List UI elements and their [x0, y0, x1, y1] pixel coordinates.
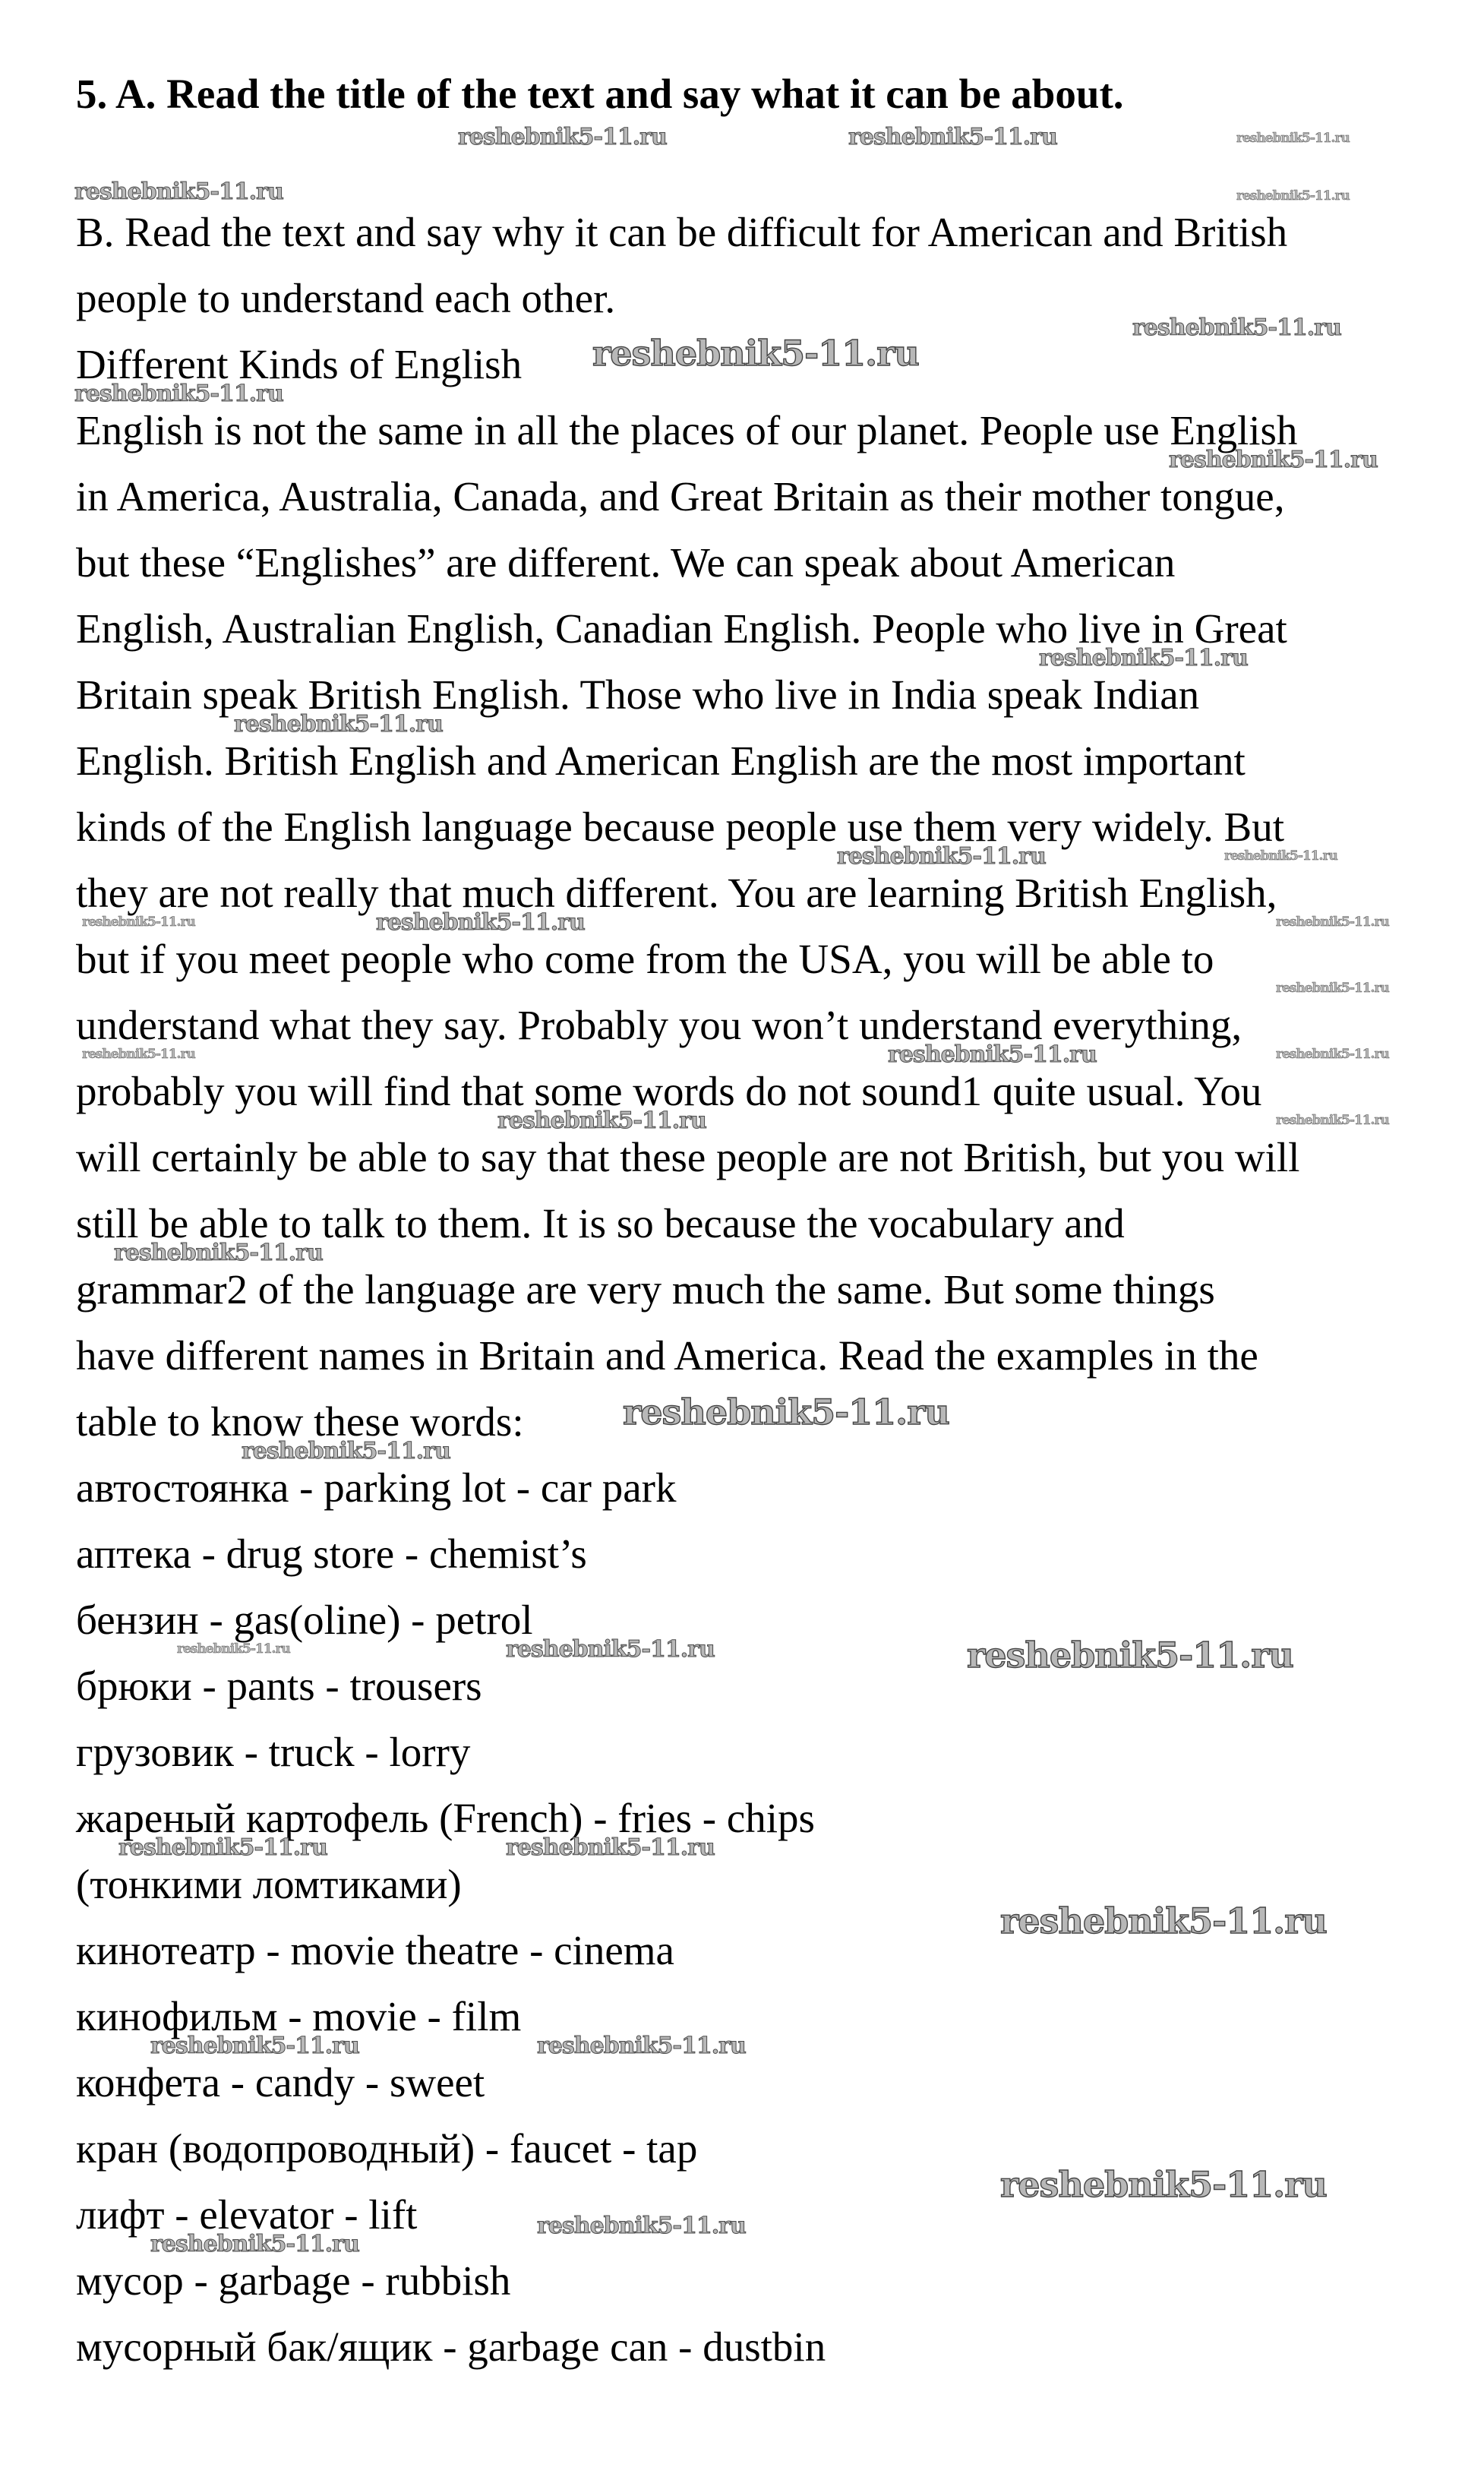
text-line: кинотеатр - movie theatre - cinema: [76, 1927, 674, 1973]
watermark: reshebnik5-11.ru: [506, 1834, 715, 1861]
watermark: reshebnik5-11.ru: [74, 381, 283, 407]
watermark: reshebnik5-11.ru: [234, 711, 443, 738]
watermark: reshebnik5-11.ru: [1224, 848, 1337, 864]
text-line-row: [76, 196, 1299, 262]
text-line-row: [76, 526, 1299, 592]
watermark: reshebnik5-11.ru: [592, 333, 919, 374]
text-line: kinds of the English language because people use them very widely. But: [76, 804, 1285, 850]
watermark: reshebnik5-11.ru: [82, 1047, 195, 1062]
watermark: reshebnik5-11.ru: [82, 915, 195, 930]
watermark: reshebnik5-11.ru: [1000, 1900, 1327, 1941]
watermark: reshebnik5-11.ru: [1236, 188, 1350, 204]
text-line-row: [76, 923, 1299, 989]
text-line-row: [76, 1716, 1299, 1782]
text-line: автостоянка - parking lot - car park: [76, 1464, 677, 1511]
text-line: have different names in Britain and America. Read the examples in the: [76, 1332, 1258, 1379]
watermark: reshebnik5-11.ru: [888, 1041, 1097, 1068]
text-line: аптека - drug store - chemist’s: [76, 1531, 587, 1577]
text-line: they are not really that much different. You are learning British English,: [76, 870, 1277, 916]
watermark: reshebnik5-11.ru: [497, 1107, 706, 1134]
watermark: reshebnik5-11.ru: [967, 1635, 1293, 1676]
watermark: reshebnik5-11.ru: [1276, 981, 1389, 996]
text-line: жареный картофель (French) - fries - chips: [76, 1795, 815, 1841]
watermark: reshebnik5-11.ru: [506, 1636, 715, 1663]
watermark: reshebnik5-11.ru: [114, 1240, 323, 1266]
text-line: кран (водопроводный) - faucet - tap: [76, 2125, 698, 2172]
text-line: but if you meet people who come from the USA, you will be able to: [76, 936, 1214, 982]
text-line: English is not the same in all the places of our planet. People use English: [76, 407, 1298, 453]
text-line: English. British English and American English are the most important: [76, 738, 1246, 784]
text-line: will certainly be able to say that these people are not British, but you will: [76, 1134, 1300, 1180]
watermark: reshebnik5-11.ru: [242, 1438, 450, 1464]
text-line: table to know these words:: [76, 1398, 524, 1445]
text-line: кинофильм - movie - film: [76, 1993, 522, 2039]
watermark: reshebnik5-11.ru: [537, 2213, 746, 2239]
watermark: reshebnik5-11.ru: [177, 1641, 290, 1657]
exercise-title: 5. A. Read the title of the text and say what it can be about.: [76, 71, 1124, 117]
text-line: мусор - garbage - rubbish: [76, 2257, 511, 2304]
text-line-row: [76, 857, 1299, 923]
text-line-row: [76, 2311, 1299, 2377]
text-line: брюки - pants - trousers: [76, 1663, 482, 1709]
text-line: Britain speak British English. Those who live in India speak Indian: [76, 671, 1200, 718]
text-line: (тонкими ломтиками): [76, 1861, 462, 1907]
watermark: reshebnik5-11.ru: [1236, 131, 1350, 146]
text-line: конфета - candy - sweet: [76, 2059, 485, 2105]
text-line: лифт - elevator - lift: [76, 2191, 418, 2238]
text-line: B. Read the text and say why it can be difficult for American and British: [76, 209, 1288, 255]
watermark: reshebnik5-11.ru: [458, 124, 667, 150]
watermark: reshebnik5-11.ru: [150, 2033, 359, 2059]
text-line-row: [76, 1319, 1299, 1385]
text-line-row: [76, 262, 1299, 328]
text-line: understand what they say. Probably you won’t understand everything,: [76, 1002, 1242, 1048]
watermark: reshebnik5-11.ru: [118, 1834, 327, 1861]
text-line-row: [76, 460, 1299, 526]
watermark: reshebnik5-11.ru: [1276, 1047, 1389, 1062]
watermark: reshebnik5-11.ru: [1276, 915, 1389, 930]
text-line-row: [76, 1518, 1299, 1584]
watermark: reshebnik5-11.ru: [848, 124, 1057, 150]
watermark: reshebnik5-11.ru: [837, 843, 1046, 870]
text-line-row: [76, 989, 1299, 1055]
text-line: still be able to talk to them. It is so because the vocabulary and: [76, 1200, 1125, 1246]
text-line: probably you will find that some words do not sound1 quite usual. You: [76, 1068, 1262, 1114]
watermark: reshebnik5-11.ru: [1039, 645, 1248, 671]
watermark: reshebnik5-11.ru: [74, 178, 283, 205]
text-line: Different Kinds of English: [76, 341, 523, 387]
watermark: reshebnik5-11.ru: [537, 2033, 746, 2059]
watermark: reshebnik5-11.ru: [623, 1392, 949, 1433]
text-line: but these “Englishes” are different. We can speak about American: [76, 539, 1176, 586]
text-line: бензин - gas(oline) - petrol: [76, 1597, 533, 1643]
watermark: reshebnik5-11.ru: [150, 2231, 359, 2257]
text-line: English, Australian English, Canadian English. People who live in Great: [76, 605, 1287, 652]
watermark: reshebnik5-11.ru: [376, 909, 585, 936]
text-line: мусорный бак/ящик - garbage can - dustbin: [76, 2323, 826, 2370]
watermark: reshebnik5-11.ru: [1000, 2164, 1327, 2205]
watermark: reshebnik5-11.ru: [1132, 314, 1341, 341]
text-line: in America, Australia, Canada, and Great Britain as their mother tongue,: [76, 473, 1285, 520]
text-line-row: [76, 791, 1299, 857]
watermark: reshebnik5-11.ru: [1169, 447, 1378, 473]
text-line: грузовик - truck - lorry: [76, 1729, 471, 1775]
text-line: people to understand each other.: [76, 275, 616, 321]
text-line: grammar2 of the language are very much the same. But some things: [76, 1266, 1215, 1313]
watermark: reshebnik5-11.ru: [1276, 1113, 1389, 1128]
